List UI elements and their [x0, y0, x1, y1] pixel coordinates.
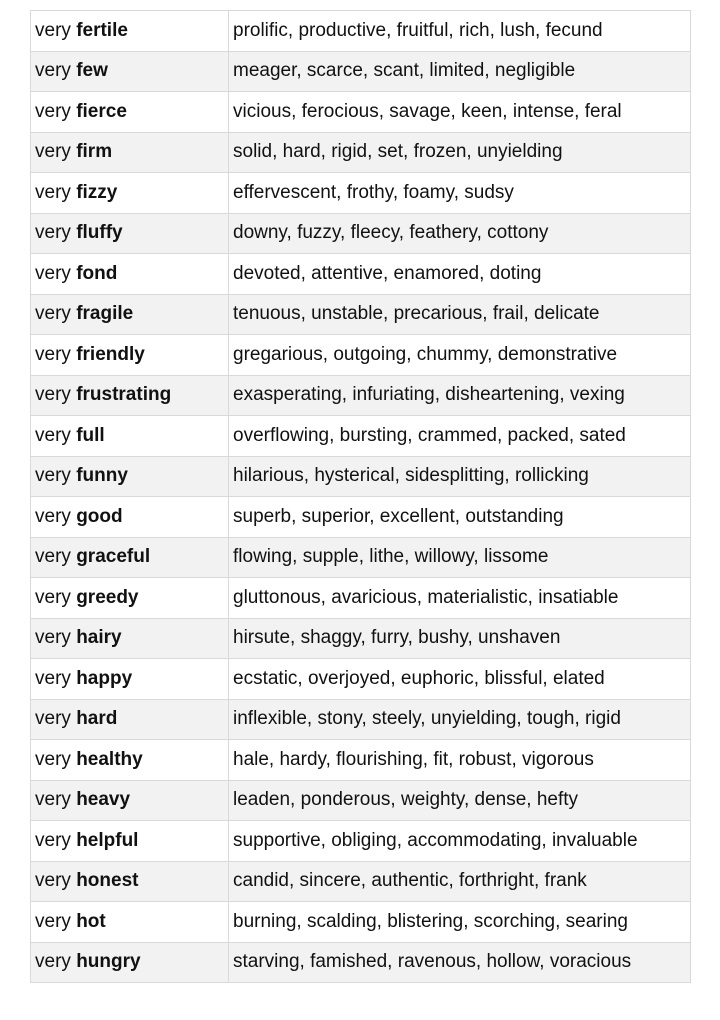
- phrase-adjective: fluffy: [76, 222, 123, 244]
- phrase-cell: [31, 132, 229, 173]
- synonyms-cell: downy, fuzzy, fleecy, feathery, cottony: [229, 213, 691, 254]
- phrase-prefix: very: [35, 829, 71, 851]
- phrase-cell: [31, 821, 229, 862]
- phrase-cell: [31, 537, 229, 578]
- table-row: [31, 618, 691, 659]
- phrase-adjective: hungry: [76, 951, 141, 973]
- synonyms-cell: supportive, obliging, accommodating, invaluable: [229, 821, 691, 862]
- synonyms-cell: effervescent, frothy, foamy, sudsy: [229, 173, 691, 214]
- table-row: [31, 821, 691, 862]
- phrase-adjective: healthy: [76, 748, 143, 770]
- phrase-cell: [31, 659, 229, 700]
- table-row: [31, 375, 691, 416]
- synonyms-cell: vicious, ferocious, savage, keen, intense, feral: [229, 92, 691, 133]
- phrase-adjective: friendly: [76, 343, 145, 365]
- synonyms-cell: flowing, supple, lithe, willowy, lissome: [229, 537, 691, 578]
- synonyms-cell: gluttonous, avaricious, materialistic, insatiable: [229, 578, 691, 619]
- synonyms-cell: meager, scarce, scant, limited, negligible: [229, 51, 691, 92]
- phrase-adjective: graceful: [76, 546, 151, 568]
- phrase-cell: [31, 578, 229, 619]
- phrase-prefix: very: [35, 951, 71, 973]
- phrase-prefix: very: [35, 222, 71, 244]
- phrase-cell: [31, 740, 229, 781]
- table-row: [31, 659, 691, 700]
- phrase-prefix: very: [35, 910, 71, 932]
- phrase-cell: [31, 618, 229, 659]
- phrase-cell: [31, 294, 229, 335]
- phrase-cell: [31, 780, 229, 821]
- phrase-cell: [31, 254, 229, 295]
- phrase-cell: [31, 92, 229, 133]
- phrase-adjective: fertile: [76, 19, 128, 41]
- phrase-adjective: honest: [76, 870, 139, 892]
- phrase-cell: [31, 942, 229, 983]
- phrase-prefix: very: [35, 586, 71, 608]
- phrase-prefix: very: [35, 424, 71, 446]
- phrase-prefix: very: [35, 384, 71, 406]
- synonyms-cell: ecstatic, overjoyed, euphoric, blissful, elated: [229, 659, 691, 700]
- table-row: [31, 497, 691, 538]
- table-row: [31, 942, 691, 983]
- phrase-cell: [31, 456, 229, 497]
- synonyms-cell: hale, hardy, flourishing, fit, robust, vigorous: [229, 740, 691, 781]
- phrase-adjective: firm: [76, 141, 113, 163]
- phrase-adjective: few: [76, 60, 108, 82]
- table-row: [31, 11, 691, 52]
- synonyms-cell: inflexible, stony, steely, unyielding, tough, rigid: [229, 699, 691, 740]
- phrase-prefix: very: [35, 181, 71, 203]
- phrase-adjective: good: [76, 505, 123, 527]
- phrase-adjective: hairy: [76, 627, 122, 649]
- synonym-table: [30, 10, 691, 983]
- table-row: [31, 173, 691, 214]
- phrase-adjective: happy: [76, 667, 133, 689]
- synonyms-cell: superb, superior, excellent, outstanding: [229, 497, 691, 538]
- phrase-adjective: fond: [76, 262, 118, 284]
- synonyms-cell: burning, scalding, blistering, scorching, searing: [229, 902, 691, 943]
- phrase-prefix: very: [35, 141, 71, 163]
- synonym-table-body: [31, 11, 691, 983]
- phrase-prefix: very: [35, 708, 71, 730]
- phrase-adjective: fizzy: [76, 181, 118, 203]
- phrase-prefix: very: [35, 19, 71, 41]
- synonyms-cell: overflowing, bursting, crammed, packed, sated: [229, 416, 691, 457]
- phrase-cell: [31, 699, 229, 740]
- phrase-prefix: very: [35, 262, 71, 284]
- table-row: [31, 51, 691, 92]
- phrase-prefix: very: [35, 303, 71, 325]
- phrase-adjective: helpful: [76, 829, 139, 851]
- phrase-prefix: very: [35, 343, 71, 365]
- phrase-adjective: fragile: [76, 303, 134, 325]
- table-row: [31, 902, 691, 943]
- phrase-cell: [31, 416, 229, 457]
- synonyms-cell: devoted, attentive, enamored, doting: [229, 254, 691, 295]
- phrase-cell: [31, 375, 229, 416]
- synonyms-cell: candid, sincere, authentic, forthright, frank: [229, 861, 691, 902]
- table-row: [31, 537, 691, 578]
- table-row: [31, 456, 691, 497]
- phrase-adjective: greedy: [76, 586, 139, 608]
- phrase-prefix: very: [35, 60, 71, 82]
- phrase-cell: [31, 902, 229, 943]
- phrase-prefix: very: [35, 546, 71, 568]
- table-row: [31, 294, 691, 335]
- phrase-adjective: heavy: [76, 789, 131, 811]
- table-row: [31, 416, 691, 457]
- phrase-adjective: hot: [76, 910, 106, 932]
- synonyms-cell: hilarious, hysterical, sidesplitting, rollicking: [229, 456, 691, 497]
- table-row: [31, 92, 691, 133]
- table-row: [31, 132, 691, 173]
- table-row: [31, 861, 691, 902]
- synonyms-cell: prolific, productive, fruitful, rich, lush, fecund: [229, 11, 691, 52]
- phrase-adjective: frustrating: [76, 384, 172, 406]
- synonyms-cell: tenuous, unstable, precarious, frail, delicate: [229, 294, 691, 335]
- synonyms-cell: leaden, ponderous, weighty, dense, hefty: [229, 780, 691, 821]
- phrase-prefix: very: [35, 465, 71, 487]
- phrase-prefix: very: [35, 100, 71, 122]
- phrase-prefix: very: [35, 627, 71, 649]
- synonyms-cell: starving, famished, ravenous, hollow, voracious: [229, 942, 691, 983]
- table-row: [31, 578, 691, 619]
- phrase-prefix: very: [35, 667, 71, 689]
- phrase-cell: [31, 497, 229, 538]
- phrase-cell: [31, 51, 229, 92]
- phrase-adjective: full: [76, 424, 105, 446]
- phrase-prefix: very: [35, 505, 71, 527]
- phrase-adjective: funny: [76, 465, 128, 487]
- table-row: [31, 699, 691, 740]
- synonyms-cell: gregarious, outgoing, chummy, demonstrative: [229, 335, 691, 376]
- phrase-cell: [31, 11, 229, 52]
- table-row: [31, 740, 691, 781]
- phrase-cell: [31, 213, 229, 254]
- synonyms-cell: exasperating, infuriating, disheartening, vexing: [229, 375, 691, 416]
- table-row: [31, 254, 691, 295]
- phrase-cell: [31, 173, 229, 214]
- synonyms-cell: solid, hard, rigid, set, frozen, unyielding: [229, 132, 691, 173]
- phrase-adjective: hard: [76, 708, 118, 730]
- phrase-prefix: very: [35, 748, 71, 770]
- phrase-adjective: fierce: [76, 100, 127, 122]
- phrase-cell: [31, 861, 229, 902]
- table-row: [31, 780, 691, 821]
- table-row: [31, 335, 691, 376]
- table-row: [31, 213, 691, 254]
- synonyms-cell: hirsute, shaggy, furry, bushy, unshaven: [229, 618, 691, 659]
- phrase-prefix: very: [35, 870, 71, 892]
- phrase-prefix: very: [35, 789, 71, 811]
- phrase-cell: [31, 335, 229, 376]
